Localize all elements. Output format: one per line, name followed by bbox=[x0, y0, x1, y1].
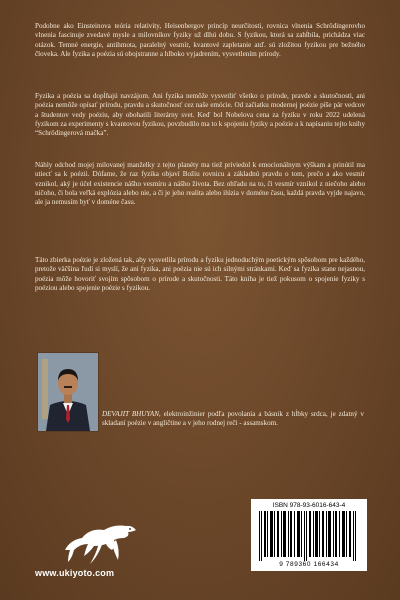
author-bio-text: elektroinžinier podľa povolania a básnik z hĺbky srdca, je zdatný v skladaní poézie v angličtine a v jeho rodnej reči - assamskom. bbox=[102, 410, 364, 428]
blurb-paragraph-1: Podobne ako Einsteinova teória relativity, Heisenbergov princíp neurčitosti, rovnica vlnenia Schrödingerovho vlnenia fascinuje zvedavé mysle a milovníkov fyziky už dlhú dobu. S fyzikou, ktorá sa zahĺbila, prichádza viac otázok. Temné energie, antihmota, paralelný vesmír, kvantové zapletanie atď. sú zložitou fyzikou pre bežného človeka. Ale fyzika a poézia sú obojstranne a hlboko vyjadrením, vysvetlením prírody. bbox=[35, 22, 365, 58]
barcode-number: 9 789360 166434 bbox=[279, 561, 339, 568]
blurb-paragraph-3: Náhly odchod mojej milovanej manželky z tejto planéty ma tiež priviedol k emocionálnym výškam a prinútil ma utiecť sa k poézii. Dúfame, že raz fyzika objaví Božiu rovnicu a základnú pravdu o tom, prečo a ako vesmír vznikol, aký je účel existencie nášho vesmíru a nášho života. Bez ohľadu na to, či vesmír vznikol z niečoho alebo ničoho, či bola veľká explózia alebo nie, a či je jeho realita alebo ilúzia v doméne času, každá pravda vyjde najavo, ale ja nemusím byť v doméne času. bbox=[35, 161, 365, 207]
publisher-logo bbox=[60, 510, 140, 570]
leaping-tiger-logo-icon bbox=[60, 510, 140, 570]
barcode-panel bbox=[251, 499, 367, 571]
author-photo bbox=[37, 352, 99, 432]
author-name: DEVAJIT BHUYAN, bbox=[102, 410, 161, 418]
blurb-paragraph-2: Fyzika a poézia sa dopĺňajú navzájom. Ani fyzika nemôže vysvetliť všetko o prírode, pravde a skutočnosti, ani poézia nemôže opísať prírodu, pravdu a skutočnosť cez naše emócie. Od začiatku modernej poézie píše pár vedcov a študentov vedy poéziu, aby obohatili literárny svet. Keď bol Nobelova cena za fyziku v roku 2022 udelená fyzikom za experimenty s kvantovou fyzikou, povzbudilo ma to k spojeniu fyziky a poézie a k napísaniu tejto knihy “Schrödingerová mačka”. bbox=[35, 92, 365, 138]
author-portrait-icon bbox=[38, 353, 98, 431]
barcode-icon bbox=[257, 511, 361, 561]
blurb-paragraph-4: Táto zbierka poézie je zložená tak, aby vysvetlila prírodu a fyziku jednoduchým poetickým spôsobom pre každého, pretože väčšina ľudí si myslí, že ani fyzika, ani poézia nie sú ich silnými stránkami. Keď sa fyzika stane nejasnou, poézia môže hovoriť svojím spôsobom o prírode a skutočnosti. Táto kniha je tiež pokusom o spojenie fyziky s poéziou alebo spojenie poézie s fyzikou. bbox=[35, 256, 365, 292]
publisher-website: www.ukiyoto.com bbox=[35, 568, 115, 578]
author-bio bbox=[102, 410, 364, 429]
isbn-label: ISBN 978-93-6016-643-4 bbox=[272, 502, 346, 509]
